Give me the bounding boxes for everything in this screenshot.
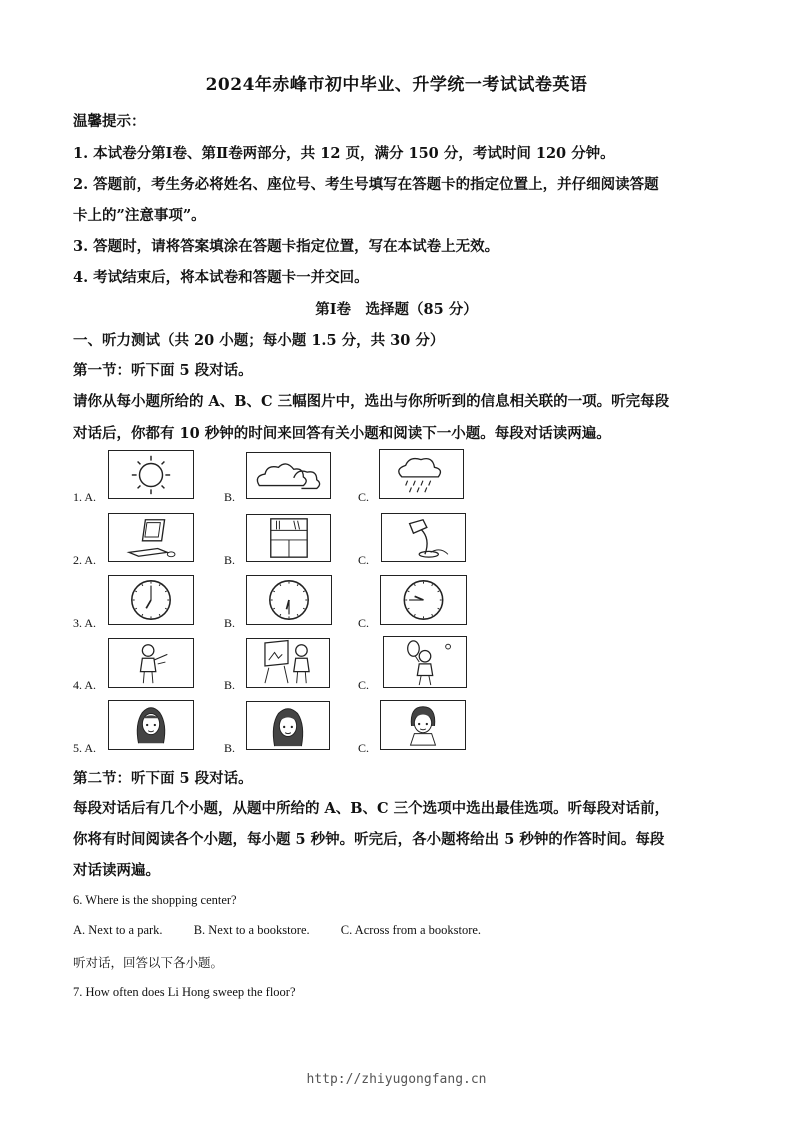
desk-lamp-icon [381,513,466,562]
q3-c-label: C. [358,616,370,630]
footer-url[interactable]: http://zhiyugongfang.cn [306,1072,487,1087]
notice-item-2-cont: 卡上的”注意事项”。 [73,207,206,224]
q5-c-label: C. [358,741,370,755]
question-7: 7. How often does Li Hong sweep the floor? [73,985,296,999]
question-6-options [73,923,509,938]
q2-b-label: B. [224,553,236,567]
q3-label: 3. A. [73,616,97,630]
painter-icon [246,638,330,688]
sun-icon [108,450,194,499]
exam-title: 2024年赤峰市初中毕业、升学统一考试试卷英语 [205,75,588,95]
question-6: 6. Where is the shopping center? [73,893,237,907]
long-hair-girl-bangs-icon [246,701,330,750]
q4-label: 4. A. [73,678,97,692]
q4-c-label: C. [358,678,370,692]
rain-cloud-icon [379,449,464,499]
q5-b-label: B. [224,741,236,755]
sub1-instruction-1: 请你从每小题所给的 A、B、C 三幅图片中，选出与你所听到的信息相关联的一项。听完每段 [73,393,670,410]
sub2-instruction-2: 你将有时间阅读各个小题，每小题 5 秒钟。听完后，各小题将给出 5 秒钟的作答时间。每段 [73,831,665,848]
q2-c-label: C. [358,553,370,567]
long-hair-girl-icon [108,700,194,750]
clock-icon [108,575,194,625]
clock-icon [380,575,467,625]
q1-b-label: B. [224,490,236,504]
notice-item-3: 3. 答题时，请将答案填涂在答题卡指定位置，写在本试卷上无效。 [73,238,500,255]
q2-label: 2. A. [73,553,97,567]
bookcase-icon [246,514,331,562]
notice-heading: 温馨提示： [73,113,146,130]
notice-item-1: 1. 本试卷分第Ⅰ卷、第Ⅱ卷两部分，共 12 页，满分 150 分，考试时间 120 分钟。 [73,145,615,162]
section1-heading: 一、听力测试（共 20 小题；每小题 1.5 分，共 30 分） [73,332,445,349]
listen-note: 听对话，回答以下各小题。 [73,956,224,970]
sub2-instruction-1: 每段对话后有几个小题，从题中所给的 A、B、C 三个选项中选出最佳选项。听每段对话前， [73,800,670,817]
q6-option-a[interactable]: A. Next to a park. [73,923,163,937]
q1-c-label: C. [358,490,370,504]
sub2-heading: 第二节：听下面 5 段对话。 [73,770,253,787]
clock-icon [246,575,332,625]
clouds-icon [246,452,331,499]
notice-item-4: 4. 考试结束后，将本试卷和答题卡一并交回。 [73,269,369,286]
q1-label: 1. A. [73,490,97,504]
q4-b-label: B. [224,678,236,692]
q6-option-b[interactable]: B. Next to a bookstore. [193,923,310,937]
q5-label: 5. A. [73,741,97,755]
notice-item-2: 2. 答题前，考生务必将姓名、座位号、考生号填写在答题卡的指定位置上，并仔细阅读答题 [73,176,659,193]
q3-b-label: B. [224,616,236,630]
tennis-player-icon [383,636,467,688]
sub1-instruction-2: 对话后，你都有 10 秒钟的时间来回答有关小题和阅读下一小题。每段对话读两遍。 [73,425,611,442]
computer-icon [108,513,194,562]
violin-player-icon [108,638,194,688]
sub1-heading: 第一节：听下面 5 段对话。 [73,362,253,379]
part1-heading: 第Ⅰ卷 选择题（85 分） [315,301,478,318]
sub2-instruction-3: 对话读两遍。 [73,862,160,879]
q6-option-c[interactable]: C. Across from a bookstore. [340,923,482,937]
short-hair-girl-icon [380,700,466,750]
